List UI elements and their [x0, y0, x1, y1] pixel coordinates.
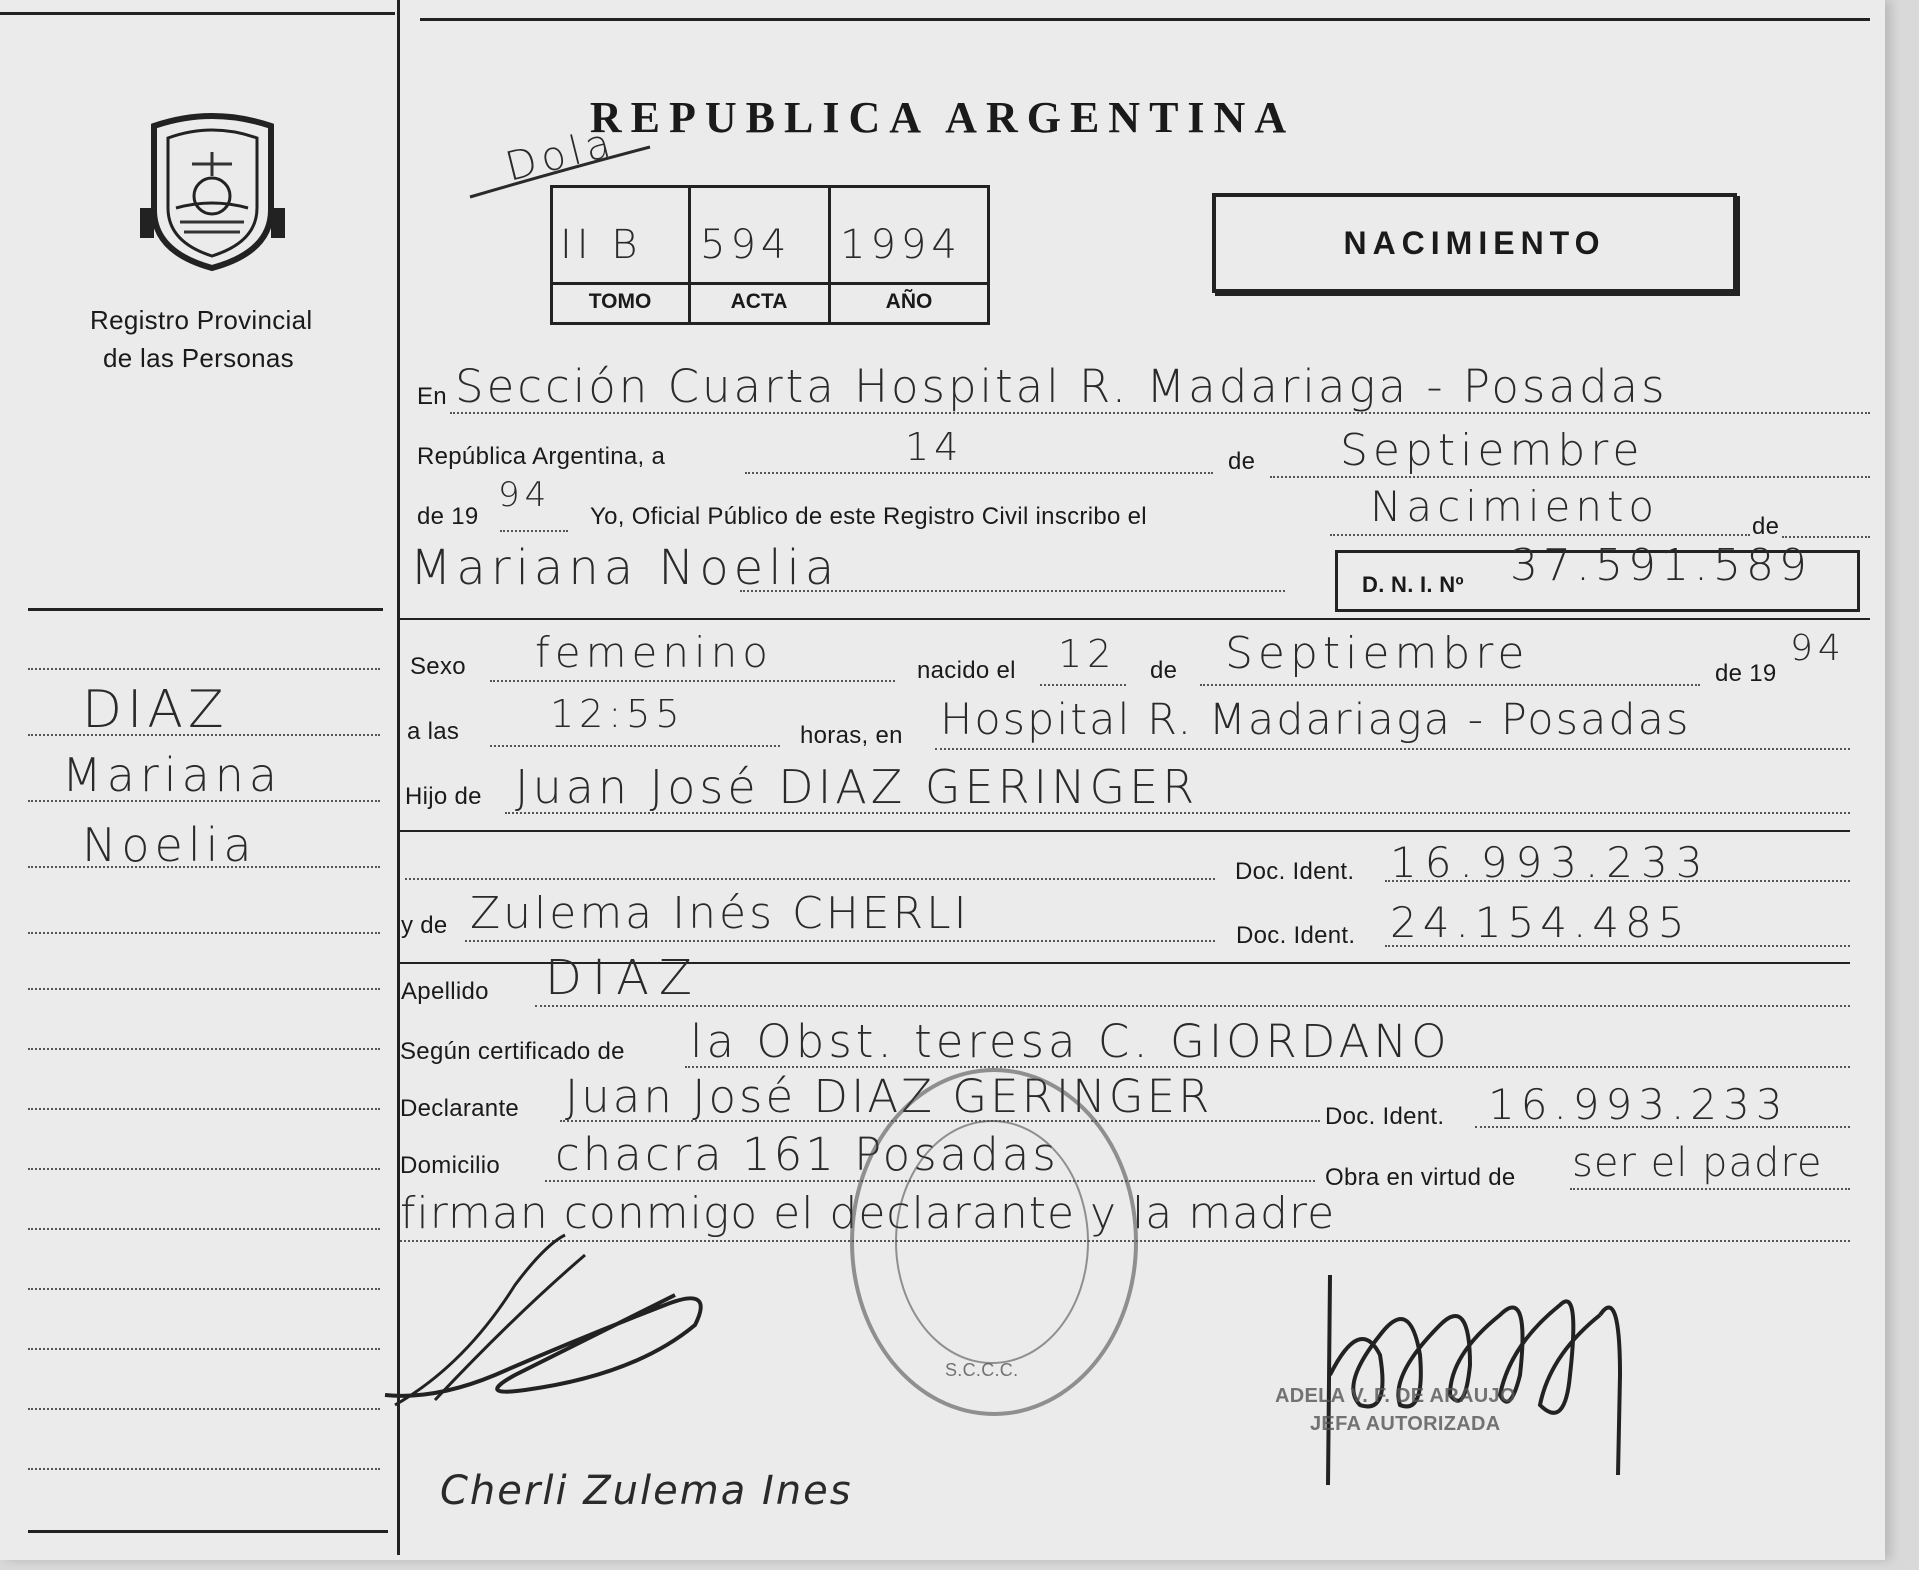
margin-line-8 [28, 1108, 380, 1110]
sexo-label: Sexo [410, 653, 466, 680]
mother-value: Zulema Inés CHERLI [470, 888, 970, 939]
de19b-label: de 19 [1715, 660, 1777, 687]
doc2-label: Doc. Ident. [1236, 922, 1356, 949]
en-value: Sección Cuarta Hospital R. Madariaga - Posadas [455, 360, 1668, 413]
de-label: de [1228, 448, 1256, 475]
margin-given-1: Mariana [62, 748, 283, 802]
name-line [740, 590, 1285, 592]
seal-bottom-text: S.C.C.C. [945, 1360, 1019, 1380]
obra-label: Obra en virtud de [1325, 1164, 1516, 1191]
month-line [1270, 476, 1870, 478]
horas-label: horas, en [800, 722, 903, 749]
place-value: Hospital R. Madariaga - Posadas [940, 695, 1691, 745]
de2-label: de [1150, 657, 1178, 684]
margin-line-10 [28, 1228, 380, 1230]
de19-label: de 19 [417, 503, 479, 530]
record-type-label: NACIMIENTO [1343, 224, 1606, 261]
hour-line [490, 745, 780, 747]
acto-value: Nacimiento [1370, 482, 1660, 531]
anio-label: AÑO [885, 290, 933, 313]
acto-line [1330, 534, 1750, 536]
officer-signature-icon [1300, 1255, 1700, 1500]
record-box-divider [550, 282, 990, 285]
birth-day-line [1040, 684, 1126, 686]
acta-label: ACTA [730, 290, 788, 313]
declarante-label: Declarante [400, 1095, 520, 1122]
apellido-value: DIAZ [545, 950, 702, 1006]
top-rule-right [420, 18, 1870, 21]
obra-value: ser el padre [1572, 1140, 1823, 1186]
officer-stamp-line1: ADELA V. F. DE ARAUJO [1275, 1385, 1516, 1407]
apellido-label: Apellido [401, 978, 489, 1005]
margin-line-1 [28, 668, 380, 670]
sexo-line [490, 680, 895, 682]
obra-line [1570, 1188, 1850, 1190]
father-rule [400, 830, 1850, 832]
yo-label: Yo, Oficial Público de este Registro Civil inscribo el [590, 503, 1147, 530]
dni-value: 37.591.589 [1510, 540, 1812, 591]
anio-value: 1994 [840, 222, 962, 268]
year-value: 94 [498, 475, 552, 515]
section-divider-right [400, 618, 1870, 620]
yde-label: y de [401, 912, 448, 939]
name-value: Mariana Noelia [410, 540, 840, 596]
alas-label: a las [407, 718, 460, 745]
margin-line-9 [28, 1168, 380, 1170]
declarante-value: Juan José DIAZ GERINGER [565, 1070, 1213, 1123]
margin-line-5 [28, 932, 380, 934]
republica-label: República Argentina, a [417, 443, 666, 470]
dni-label: D. N. I. Nº [1362, 572, 1464, 597]
country-title: REPUBLICA ARGENTINA [589, 93, 1296, 142]
margin-surname: DIAZ [82, 680, 229, 740]
doc3-value: 16.993.233 [1488, 1080, 1789, 1129]
tomo-label: TOMO [588, 290, 652, 313]
margin-given-2: Noelia [82, 818, 257, 872]
month-value: Septiembre [1340, 425, 1645, 476]
margin-line-14 [28, 1468, 380, 1470]
tomo-value: II B [560, 222, 643, 268]
declarante-signature-icon [375, 1225, 855, 1425]
official-round-seal-inner [895, 1120, 1089, 1364]
day-value: 14 [905, 425, 964, 469]
de-end-label: de [1752, 513, 1780, 540]
doc3-label: Doc. Ident. [1325, 1103, 1445, 1130]
nacido-label: nacido el [917, 657, 1016, 684]
en-label: En [417, 383, 447, 410]
birth-day: 12 [1058, 632, 1117, 676]
sexo-value: femenino [535, 628, 773, 677]
doc1-pre-line [405, 878, 1215, 880]
father-value: Juan José DIAZ GERINGER [515, 760, 1199, 814]
domicilio-value: chacra 161 Posadas [555, 1128, 1059, 1181]
margin-rule [28, 608, 383, 611]
place-line [935, 748, 1850, 750]
birth-year: 94 [1790, 628, 1846, 669]
officer-stamp-line2: JEFA AUTORIZADA [1310, 1413, 1501, 1435]
margin-line-12 [28, 1348, 380, 1350]
hijo-label: Hijo de [405, 783, 482, 810]
margin-line-13 [28, 1408, 380, 1410]
handwritten-note: Dola [501, 119, 620, 191]
margin-line-6 [28, 988, 380, 990]
domicilio-label: Domicilio [400, 1152, 501, 1179]
registry-name-line2: de las Personas [103, 343, 294, 373]
registry-name-line1: Registro Provincial [90, 305, 313, 335]
de-end-line [1782, 536, 1870, 538]
doc1-value: 16.993.233 [1390, 838, 1711, 887]
record-type-box [1212, 193, 1737, 293]
birth-month-line [1200, 684, 1700, 686]
doc2-value: 24.154.485 [1390, 898, 1691, 947]
day-line [745, 472, 1213, 474]
margin-line-7 [28, 1048, 380, 1050]
segun-label: Según certificado de [400, 1038, 625, 1065]
hour-value: 12:55 [550, 692, 685, 736]
year-line [500, 530, 568, 532]
birth-month: Septiembre [1225, 628, 1530, 679]
mother-signature: Cherli Zulema Ines [440, 1468, 853, 1514]
top-rule-left [0, 12, 395, 15]
apellido-line [535, 1005, 1850, 1007]
segun-value: la Obst. teresa C. GIORDANO [690, 1015, 1451, 1068]
doc1-label: Doc. Ident. [1235, 858, 1355, 885]
acta-value: 594 [700, 222, 792, 268]
margin-line-11 [28, 1288, 380, 1290]
mother-line [465, 940, 1215, 942]
firman-value: firman conmigo el declarante y la madre [400, 1188, 1336, 1239]
margin-bottom-rule [28, 1530, 388, 1533]
